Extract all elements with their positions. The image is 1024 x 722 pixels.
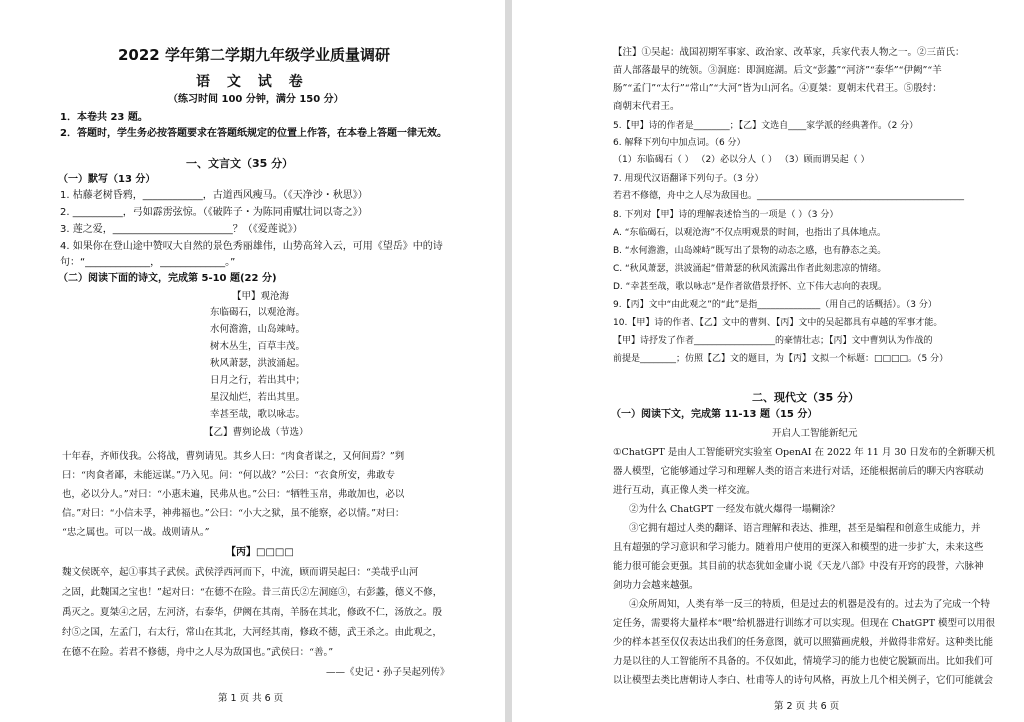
part-heading-2: （二）阅读下面的诗文，完成第 5-10 题(22 分) [58, 273, 277, 284]
article-line: 力是以往的人工智能所不具备的。不仅如此，情境学习的能力也使它脱颖而出。比如我们可 [613, 656, 994, 667]
page-footer-1: 第 1 页 共 6 页 [218, 693, 284, 704]
note-1: 1．本卷共 23 题。 [60, 112, 148, 123]
part-heading-1: （一）默写（13 分） [58, 174, 156, 185]
poem-line: 水何澹澹，山岛竦峙。 [210, 324, 306, 335]
part-heading-3: （一）阅读下文，完成第 11-13 题（15 分） [611, 409, 818, 420]
poem-line: 幸甚至哉，歌以咏志。 [210, 409, 306, 420]
article-line: 剑功力会越来越强。 [613, 580, 699, 591]
exam-subtitle: 语 文 试 卷 [196, 74, 309, 90]
article-title: 开启人工智能新纪元 [772, 428, 858, 439]
question-3: 3. 莲之爱，________________________？（《爱莲说》） [60, 224, 303, 235]
article-line: 器人模型，它能够通过学习和理解人类的语言来进行对话，还能根据前后的聊天内容联动 [613, 466, 984, 477]
annotation-line: 肠”“孟门”“太行”“常山”“大河”皆为山河名。④夏桀：夏朝末代君王。⑤殷纣： [613, 83, 942, 94]
question-8-option-a: A. “东临碣石，以观沧海”不仅点明观景的时间，也指出了具体地点。 [613, 228, 887, 238]
exam-page-1 [0, 0, 505, 722]
bing-text-line: 魏文侯既卒，起①事其子武侯。武侯浮西河而下，中流，顾而谓吴起曰：“美哉乎山河 [62, 567, 419, 578]
annotation-line: 苗人部落最早的统领。③洞庭：即洞庭湖。后文“彭蠡”“河济”“泰华”“伊阙”“羊 [613, 65, 942, 76]
question-7-sentence: 若君不修德，舟中之人尽为敌国也。______________________________________________ [613, 191, 965, 201]
poem-line: 树木丛生，百草丰茂。 [210, 341, 306, 352]
annotation-line: 商朝末代君王。 [613, 101, 680, 112]
article-line: 少的样本甚至仅仅表达出我们的任务意图，就可以照猫画虎般，并做得非常好。这种类比能 [613, 637, 994, 648]
annotation-line: 【注】①吴起：战国初期军事家、政治家、改革家，兵家代表人物之一。②三苗氏： [613, 47, 965, 58]
yi-text-line: 也，必以分人。”对曰：“小惠未遍，民弗从也。”公曰：“牺牲玉帛，弗敢加也，必以 [62, 489, 405, 500]
question-10-line2: 【甲】诗抒发了作者__________________的豪情壮志；【丙】文中曹刿认为作战的 [613, 336, 933, 346]
bing-text-line: 纣⑤之国，左孟门，右太行，常山在其北，大河经其南，修政不德，武王杀之。由此观之， [62, 627, 443, 638]
article-line: ③它拥有超过人类的翻译、语言理解和表达、推理，甚至是编程和创意生成能力，并 [629, 523, 981, 534]
article-line: 定任务，需要将大量样本“喂”给机器进行训练才可以实现。但现在 ChatGPT 模型可以用很 [613, 618, 995, 629]
poem-line: 星汉灿烂，若出其里。 [210, 392, 306, 403]
question-10: 10.【甲】诗的作者、【乙】文中的曹刿、【丙】文中的吴起都具有卓越的军事才能。 [613, 318, 943, 328]
question-8: 8. 下列对【甲】诗的理解表述恰当的一项是（ ）（3 分） [613, 210, 839, 220]
yi-text-line: “忠之属也。可以一战。战则请从。” [62, 527, 210, 538]
source-citation: ——《史记・孙子吴起列传》 [326, 667, 450, 678]
question-8-option-d: D. “幸甚至哉，歌以咏志”是作者欲借景抒怀、立下伟大志向的表现。 [613, 282, 887, 292]
question-8-option-b: B. “水何澹澹，山岛竦峙”既写出了景物的动态之感，也有静态之美。 [613, 246, 887, 256]
exam-page-2 [512, 0, 1024, 722]
poem-title: 【甲】观沧海 [232, 291, 290, 302]
question-7: 7. 用现代汉语翻译下列句子。（3 分） [613, 174, 764, 184]
yi-text-line: 十年春，齐师伐我。公将战，曹刿请见。其乡人曰：“肉食者谋之，又何间焉？”刿 [62, 451, 405, 462]
time-note: （练习时间 100 分钟，满分 150 分） [168, 94, 344, 105]
article-line: ①ChatGPT 是由人工智能研究实验室 OpenAI 在 2022 年 11 月 30 日发布的全新聊天机 [613, 447, 995, 458]
question-10-line3: 前提是________；仿照【乙】文的题目，为【丙】文拟一个标题：□□□□。（5 分） [613, 354, 949, 364]
yi-text-line: 曰：“肉食者鄙，未能远谋。”乃入见。问：“何以战？”公曰：“衣食所安，弗敢专 [62, 470, 396, 481]
question-4: 4. 如果你在登山途中赞叹大自然的景色秀丽雄伟，山势高耸入云，可用《望岳》中的诗 [60, 241, 443, 252]
question-2: 2. __________，弓如霹雳弦惊。（《破阵子・为陈同甫赋壮词以寄之》） [60, 207, 368, 218]
bing-title: 【丙】□□□□ [226, 547, 294, 558]
article-line: 进行互动，真正像人类一样交流。 [613, 485, 756, 496]
poem-line: 日月之行，若出其中； [210, 375, 306, 386]
bing-text-line: 禹灭之。夏桀④之居，左河济，右泰华，伊阙在其南，羊肠在其北，修政不仁，汤放之。殷 [62, 607, 443, 618]
bing-text-line: 在德不在险。若君不修德，舟中之人尽为敌国也。”武侯曰：“善。” [62, 647, 334, 658]
section-heading-1: 一、文言文（35 分） [186, 157, 294, 170]
question-9: 9.【丙】文中“由此观之”的“此”是指______________（用自己的话概括）。（3 分） [613, 300, 937, 310]
article-line: 以让模型去类比唐朝诗人李白、杜甫等人的诗句风格，再放上几个相关例子，它们可能就会 [613, 675, 994, 686]
article-line: 且有超强的学习意识和学习能力。随着用户使用的更深入和模型的进一步扩大，未来这些 [613, 542, 984, 553]
question-6: 6. 解释下列句中加点词。（6 分） [613, 138, 746, 148]
question-5: 5.【甲】诗的作者是________；【乙】文选自____家学派的经典著作。（2 分） [613, 121, 919, 131]
yi-text-line: 信。”对曰：“小信未孚，神弗福也。”公曰：“小大之狱，虽不能察，必以情。”对曰： [62, 508, 405, 519]
page-footer-2: 第 2 页 共 6 页 [774, 701, 840, 712]
note-2: 2．答题时，学生务必按答题要求在答题纸规定的位置上作答，在本卷上答题一律无效。 [60, 128, 447, 139]
article-line: 能力很可能会更强。其目前的状态犹如金庸小说《天龙八部》中没有开窍的段誉，六脉神 [613, 561, 984, 572]
question-1: 1. 枯藤老树昏鸦，____________，古道西风瘦马。（《天净沙・秋思》） [60, 190, 368, 201]
yi-title: 【乙】曹刿论战（节选） [204, 427, 309, 438]
poem-line: 东临碣石，以观沧海。 [210, 307, 306, 318]
article-line: ④众所周知，人类有举一反三的特质，但是过去的机器是没有的。过去为了完成一个特 [629, 599, 991, 610]
question-6-items: （1）东临碣石（ ） （2）必以分人（ ） （3）顾而谓吴起（ ） [613, 155, 870, 165]
page-divider [505, 0, 512, 722]
question-4-cont: 句：“_____________，_____________。” [60, 257, 236, 268]
section-heading-2: 二、现代文（35 分） [752, 391, 860, 404]
question-8-option-c: C. “秋风萧瑟，洪波涌起”借萧瑟的秋风流露出作者此刻悲凉的情绪。 [613, 264, 887, 274]
poem-line: 秋风萧瑟，洪波涌起。 [210, 358, 306, 369]
bing-text-line: 之固，此魏国之宝也！”起对曰：“在德不在险。昔三苗氏②左洞庭③，右彭蠡，德义不修， [62, 587, 443, 598]
article-line: ②为什么 ChatGPT 一经发布就火爆得一塌糊涂？ [629, 504, 840, 515]
exam-title: 2022 学年第二学期九年级学业质量调研 [118, 46, 390, 64]
